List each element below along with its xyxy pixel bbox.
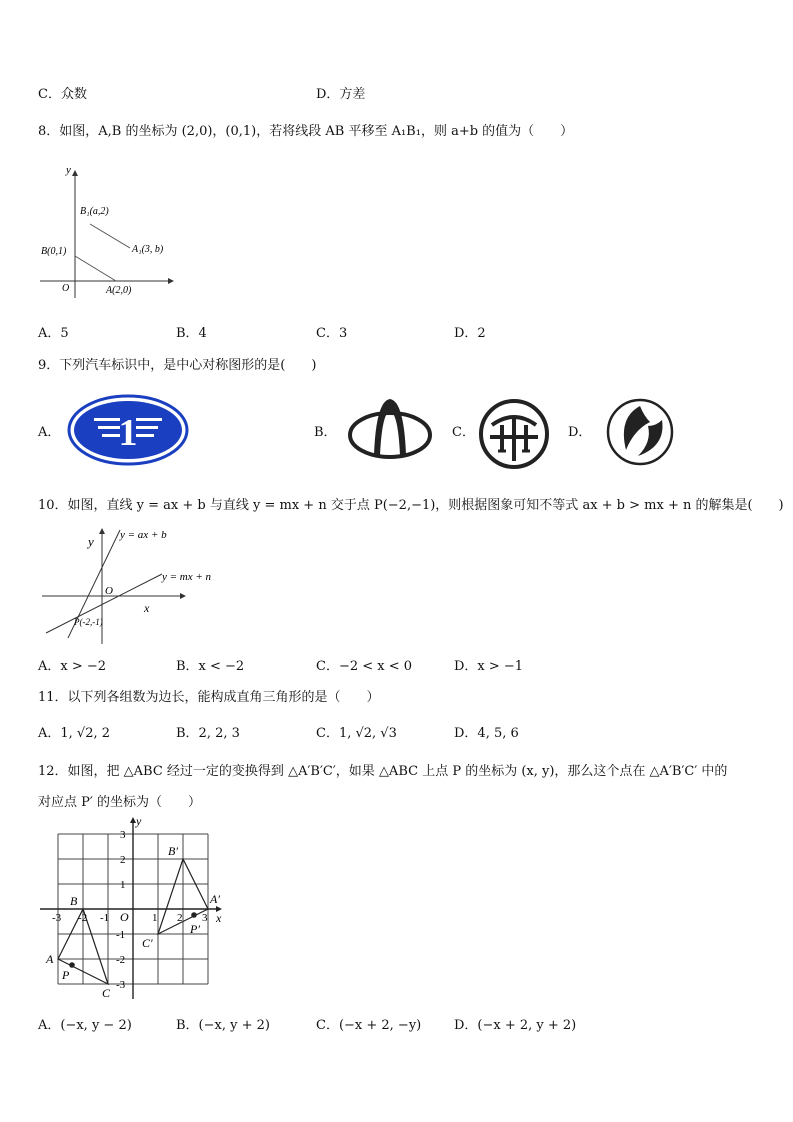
q12-tick-y-neg3: -3 [116, 979, 126, 991]
q12-point-c2-label: C′ [142, 936, 153, 950]
q8-option-a[interactable]: A．5 [38, 326, 69, 341]
q9-option-a-label[interactable]: A． [38, 425, 61, 440]
q12-point-b2-label: B′ [168, 844, 178, 858]
q12-tick-x-neg3: -3 [52, 912, 62, 924]
q12-tick-y-3: 3 [120, 829, 126, 841]
q10-p-label: P(-2,-1) [74, 617, 103, 627]
q12-figure [38, 815, 238, 1005]
arch-logo-icon [346, 393, 434, 463]
q10-figure [38, 526, 238, 646]
q12-y-label: y [136, 815, 142, 828]
q8-figure [38, 158, 188, 303]
faw-logo-icon [66, 393, 190, 467]
q12-tick-y-neg1: -1 [116, 929, 126, 941]
q8-option-b[interactable]: B．4 [176, 326, 207, 341]
q10-option-a[interactable]: A．x > −2 [38, 659, 107, 674]
q12-origin-label: O [120, 910, 129, 924]
q12-point-p-label: P [62, 968, 70, 982]
q12-tick-x-neg1: -1 [100, 912, 110, 924]
q11-stem: 11．以下列各组数为边长，能构成直角三角形的是（ ） [38, 690, 380, 705]
q12-point-b-label: B [70, 894, 78, 908]
q12-tick-y-neg2: -2 [116, 954, 126, 966]
q12-tick-x-3: 3 [202, 912, 208, 924]
prev-option-c: C．众数 [38, 87, 87, 102]
q12-point-c-label: C [102, 986, 111, 1000]
q12-point-a2-label: A′ [210, 892, 220, 906]
q12-tick-y-2: 2 [120, 854, 126, 866]
q12-x-label: x [216, 911, 222, 925]
q8-b-label: B(0,1) [41, 246, 67, 257]
q10-option-c[interactable]: C．−2 < x < 0 [316, 659, 413, 674]
q12-option-b[interactable]: B．(−x, y + 2) [176, 1018, 270, 1033]
q8-option-c[interactable]: C．3 [316, 326, 348, 341]
q12-tick-x-neg2: -2 [78, 912, 88, 924]
q9-option-c-label[interactable]: C． [452, 425, 475, 440]
q9-option-d-label[interactable]: D． [568, 425, 592, 440]
q12-option-a[interactable]: A．(−x, y − 2) [38, 1018, 132, 1033]
q8-a-label: A(2,0) [106, 285, 132, 296]
q12-point-p2-label: P′ [190, 922, 200, 936]
q12-option-d[interactable]: D．(−x + 2, y + 2) [454, 1018, 577, 1033]
faw-logo-digit: 1 [118, 412, 138, 454]
circle-bridge-logo-icon [476, 397, 552, 471]
q12-tick-x-2: 2 [177, 912, 183, 924]
q10-option-d[interactable]: D．x > −1 [454, 659, 524, 674]
q10-option-b[interactable]: B．x < −2 [176, 659, 245, 674]
q10-y-label: y [88, 534, 94, 549]
q11-option-c[interactable]: C．1, √2, √3 [316, 726, 397, 741]
q12-tick-x-1: 1 [152, 912, 158, 924]
q8-stem: 8．如图，A,B 的坐标为 (2,0)，(0,1)，若将线段 AB 平移至 A₁B₁，则 a+b 的值为（ ） [38, 124, 574, 139]
q12-point-a-label: A [46, 952, 54, 966]
q8-a1-label: A₁(3, b) [132, 244, 164, 255]
q12-stem-line1: 12．如图，把 △ABC 经过一定的变换得到 △A′B′C′，如果 △ABC 上点 P 的坐标为 (x, y)，那么这个点在 △A′B′C′ 中的 [38, 764, 728, 779]
q12-stem-line2: 对应点 P′ 的坐标为（ ） [38, 795, 201, 810]
q11-option-a[interactable]: A．1, √2, 2 [38, 726, 111, 741]
q8-y-label: y [66, 164, 71, 176]
q8-origin-label: O [62, 283, 70, 294]
q12-option-c[interactable]: C．(−x + 2, −y) [316, 1018, 422, 1033]
swirl-logo-icon [604, 396, 676, 468]
q9-option-b-label[interactable]: B． [314, 425, 337, 440]
prev-option-d: D．方差 [316, 87, 366, 102]
q12-tick-y-1: 1 [120, 879, 126, 891]
q9-stem: 9．下列汽车标识中，是中心对称图形的是( ) [38, 358, 317, 373]
q10-line2-label: y = mx + n [162, 571, 212, 583]
q10-line1-label: y = ax + b [120, 529, 167, 541]
q10-stem: 10．如图，直线 y = ax + b 与直线 y = mx + n 交于点 P(−2,−1)，则根据图象可知不等式 ax + b > mx + n 的解集是( ) [38, 498, 784, 513]
q11-option-d[interactable]: D．4, 5, 6 [454, 726, 519, 741]
q8-option-d[interactable]: D．2 [454, 326, 486, 341]
q10-origin-label: O [105, 585, 113, 597]
q10-x-label: x [144, 601, 150, 615]
q11-option-b[interactable]: B．2, 2, 3 [176, 726, 240, 741]
q8-b1-label: B₁(a,2) [80, 206, 109, 217]
